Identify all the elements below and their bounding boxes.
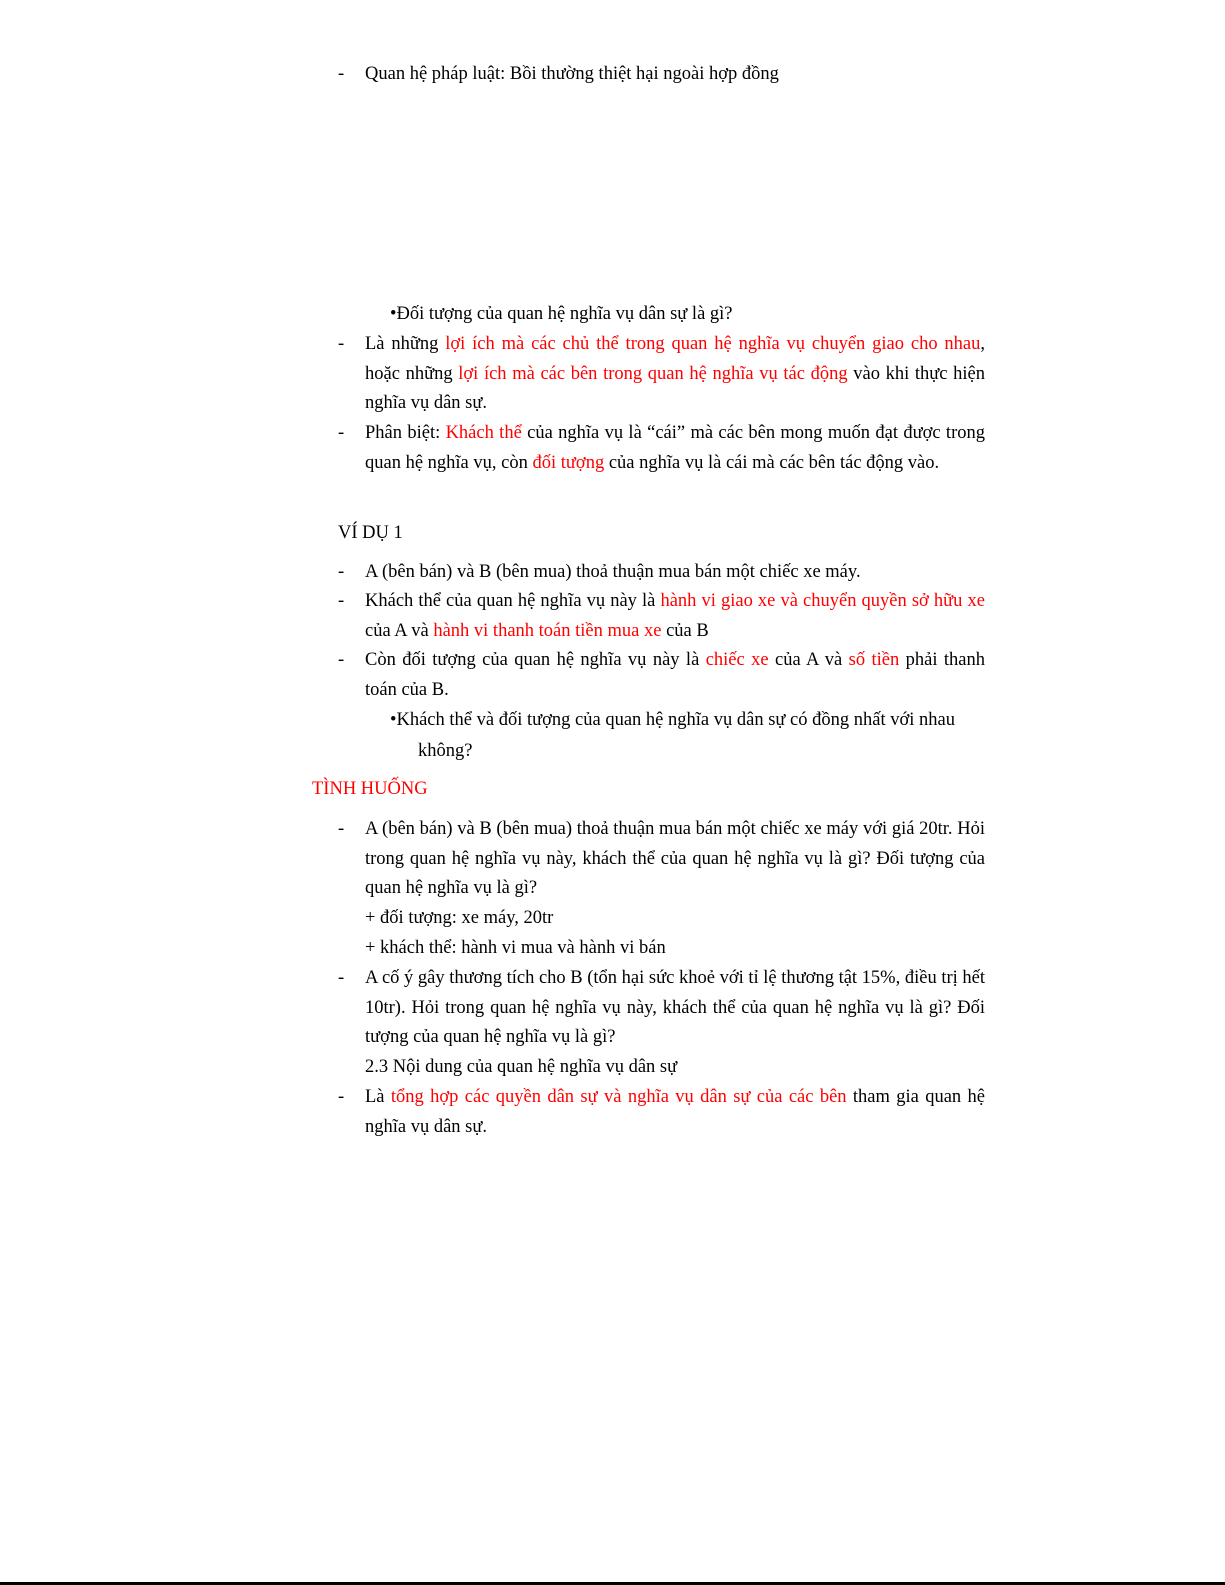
distinction-part-a: Phân biệt:	[365, 423, 446, 443]
question-same-text: •Khách thể và đối tượng của quan hệ nghĩa vụ dân sự có đồng nhất với nhau không?	[390, 710, 955, 761]
content-part-c: tham gia quan hệ nghĩa vụ dân sự.	[365, 1087, 985, 1137]
section-heading-2-3: 2.3 Nội dung của quan hệ nghĩa vụ dân sự	[365, 1057, 678, 1077]
example-3-part-a: Còn đối tượng của quan hệ nghĩa vụ này là	[365, 650, 706, 670]
example-3-highlight-1: chiếc xe	[705, 650, 769, 670]
example-heading: VÍ DỤ 1	[338, 523, 403, 543]
example-2-part-c: của A và	[365, 620, 434, 641]
definition-part-e: vào khi thực hiện nghĩa vụ dân sự.	[365, 363, 986, 414]
example-2-text	[365, 587, 985, 646]
definition-highlight-2: lợi ích mà các bên trong quan hệ nghĩa vụ tác động	[458, 363, 848, 384]
situation-1-text: A (bên bán) và B (bên mua) thoả thuận mua bán một chiếc xe máy với giá 20tr. Hỏi trong quan hệ nghĩa vụ này, khách thể của quan hệ nghĩa vụ là gì? Đối tượng của quan hệ nghĩa vụ là gì?	[365, 819, 985, 899]
question-object: •Đối tượng của quan hệ nghĩa vụ dân sự là gì?	[390, 304, 733, 324]
list-dash: -	[338, 650, 345, 670]
example-3-text	[365, 646, 985, 705]
answer-object: + đối tượng: xe máy, 20tr	[365, 908, 554, 928]
distinction-part-e: của nghĩa vụ là cái mà các bên tác động vào.	[604, 452, 940, 473]
list-item-situation-1	[338, 815, 985, 905]
list-item-example-2	[338, 587, 985, 647]
definition-part-c: , hoặc những	[365, 334, 985, 384]
distinction-highlight-subject: Khách thể	[445, 423, 522, 443]
definition-part-a: Là những	[365, 334, 446, 354]
content-text	[365, 1083, 985, 1142]
example-1-text: A (bên bán) và B (bên mua) thoả thuận mua bán một chiếc xe máy.	[365, 562, 861, 582]
list-item-content	[338, 1083, 985, 1143]
content-part-a: Là	[365, 1087, 391, 1107]
example-2-highlight-1: hành vi giao xe và chuyển quyền sở hữu xe	[660, 591, 985, 611]
distinction-part-c: của nghĩa vụ là “cái” mà các bên mong muốn đạt được trong quan hệ nghĩa vụ, còn	[365, 423, 985, 473]
list-dash: -	[338, 334, 345, 354]
list-dash: -	[338, 1087, 345, 1107]
list-dash: -	[338, 968, 345, 988]
list-dash: -	[338, 423, 345, 443]
situation-heading: TÌNH HUỐNG	[312, 779, 428, 799]
example-3-part-e: phải thanh toán của B.	[365, 650, 986, 700]
list-item-situation-2	[338, 964, 985, 1054]
content-highlight: tổng hợp các quyền dân sự và nghĩa vụ dân sự của các bên	[390, 1087, 847, 1107]
list-dash: -	[338, 591, 345, 611]
example-3-part-c: của A và	[768, 650, 849, 670]
example-2-highlight-2: hành vi thanh toán tiền mua xe	[433, 620, 662, 641]
list-dash: -	[338, 819, 345, 839]
example-2-part-e: của B	[661, 620, 709, 641]
legal-relation-text: Quan hệ pháp luật: Bồi thường thiệt hại ngoài hợp đồng	[365, 64, 779, 84]
example-3-highlight-2: số tiền	[848, 650, 900, 670]
example-2-part-a: Khách thể của quan hệ nghĩa vụ này là	[365, 591, 661, 611]
distinction-highlight-object: đối tượng	[532, 452, 605, 473]
list-item-definition	[338, 330, 985, 420]
list-item-distinction	[338, 419, 985, 509]
answer-subject: + khách thể: hành vi mua và hành vi bán	[365, 938, 666, 958]
list-dash: -	[338, 64, 345, 84]
question-same	[390, 705, 985, 767]
list-item-example-3	[338, 646, 985, 706]
definition-text	[365, 330, 985, 419]
definition-highlight-1: lợi ích mà các chủ thể trong quan hệ nghĩa vụ chuyển giao cho nhau	[445, 334, 981, 354]
situation-2-text: A cố ý gây thương tích cho B (tổn hại sức khoẻ với tỉ lệ thương tật 15%, điều trị hết 10tr). Hỏi trong quan hệ nghĩa vụ này, khách thể của quan hệ nghĩa vụ là gì? Đối tượng của quan hệ nghĩa vụ là gì?	[365, 968, 985, 1048]
list-dash: -	[338, 562, 345, 582]
distinction-text	[365, 419, 985, 478]
